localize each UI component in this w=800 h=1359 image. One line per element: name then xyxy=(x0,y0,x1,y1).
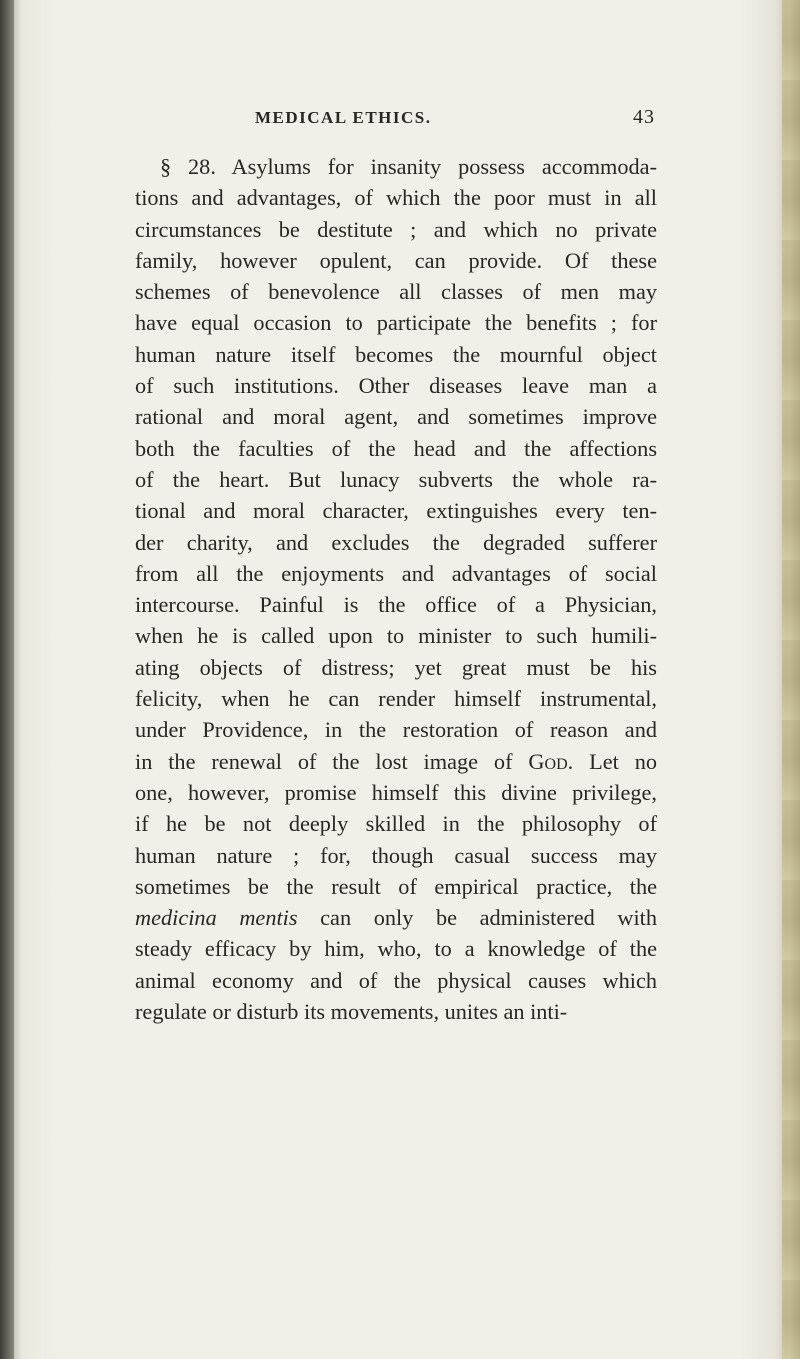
text-line: tions and advantages, of which the poor must in all xyxy=(135,185,657,211)
text-line: when he is called upon to minister to such humili- xyxy=(135,623,657,649)
text-line: steady efficacy by him, who, to a knowledge of the xyxy=(135,936,657,962)
text-line: human nature ; for, though casual success may xyxy=(135,842,657,868)
text-line xyxy=(135,902,657,933)
text-line: animal economy and of the physical causes which xyxy=(135,967,657,993)
text-line: felicity, when he can render himself instrumental, xyxy=(135,686,657,712)
text-fragment: can only be administered with xyxy=(320,905,657,931)
text-line: human nature itself becomes the mournful object xyxy=(135,341,657,367)
text-line: rational and moral agent, and sometimes improve xyxy=(135,404,657,430)
text-line: § 28. Asylums for insanity possess accommoda- xyxy=(160,154,657,179)
text-line: intercourse. Painful is the office of a Physician, xyxy=(135,592,657,618)
book-spine-shadow xyxy=(0,0,14,1359)
italic-phrase: medicina mentis xyxy=(135,905,298,931)
text-line: schemes of benevolence all classes of men may xyxy=(135,279,657,305)
text-line: if he be not deeply skilled in the philosophy of xyxy=(135,811,657,837)
text-line: circumstances be destitute ; and which no private xyxy=(135,216,657,242)
text-line: under Providence, in the restoration of reason and xyxy=(135,717,657,743)
text-line: have equal occasion to participate the benefits ; for xyxy=(135,310,657,336)
text-line: family, however opulent, can provide. Of these xyxy=(135,247,657,273)
page-number: 43 xyxy=(633,106,655,128)
text-line: one, however, promise himself this divine privilege, xyxy=(135,779,657,805)
body-text xyxy=(135,151,657,1027)
running-head: MEDICAL ETHICS. xyxy=(255,108,432,127)
text-line: regulate or disturb its movements, unites an inti- xyxy=(135,999,568,1025)
text-line: from all the enjoyments and advantages of social xyxy=(135,560,657,586)
text-fragment: . Let no xyxy=(567,748,657,774)
text-line: of the heart. But lunacy subverts the whole ra- xyxy=(135,466,657,492)
text-line: sometimes be the result of empirical practice, the xyxy=(135,873,657,899)
small-caps-god: God xyxy=(528,748,568,774)
page-header xyxy=(255,108,675,128)
text-fragment: in the renewal of the lost image of xyxy=(135,748,513,774)
page-edge xyxy=(782,0,800,1359)
text-line xyxy=(135,746,657,777)
text-line: both the faculties of the head and the affections xyxy=(135,435,657,461)
text-line: tional and moral character, extinguishes every ten- xyxy=(135,498,657,524)
text-line: ating objects of distress; yet great must be his xyxy=(135,654,657,680)
text-line: der charity, and excludes the degraded sufferer xyxy=(135,529,657,555)
text-line: of such institutions. Other diseases leave man a xyxy=(135,373,657,399)
